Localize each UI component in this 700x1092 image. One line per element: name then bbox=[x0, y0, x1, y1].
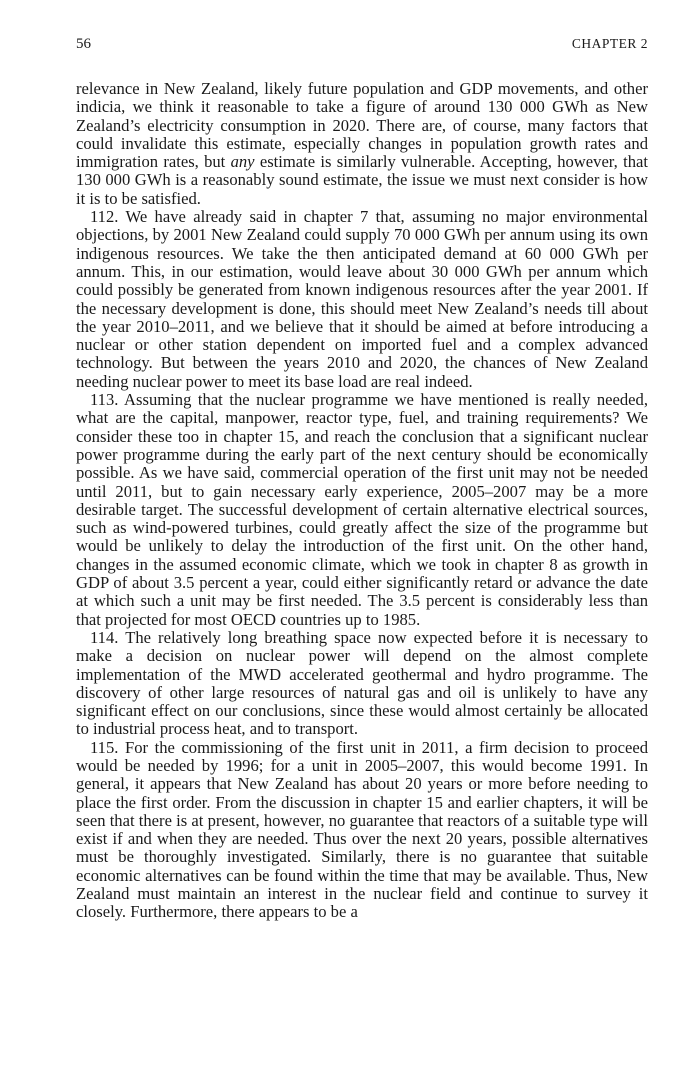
paragraph-114: 114. The relatively long breathing space now expected before it is necessary to make a decision on nuclear power will depend on the almost complete implementation of the MWD accelerated geothermal and hydro programme. The discovery of other large resources of natural gas and oil is unlikely to have any significant effect on our conclusions, since these would almost certainly be allocated to industrial process heat, and to transport. bbox=[76, 627, 648, 739]
paragraph-112: 112. We have already said in chapter 7 that, assuming no major environmental objections, by 2001 New Zealand could supply 70 000 GWh per annum using its own indigenous resources. We take the then anticipated demand at 60 000 GWh per annum. This, in our estimation, would leave about 30 000 GWh per annum which could possibly be generated from known indigenous resources after the year 2001. If the necessary development is done, this should meet New Zealand’s needs till about the year 2010–2011, and we believe that it should be aimed at before introducing a nuclear or other station dependent on imported fuel and a complex advanced technology. But between the years 2010 and 2020, the chances of New Zealand needing nuclear power to meet its base load are real indeed. bbox=[76, 207, 648, 391]
emphasis-text: any bbox=[230, 152, 255, 172]
paragraph-115: 115. For the commissioning of the first unit in 2011, a firm decision to proceed would be needed by 1996; for a unit in 2005–2007, this would become 1991. In general, it appears that New Zealand has about 20 years or more before needing to place the first order. From the discussion in chapter 15 and earlier chapters, it will be seen that there is at present, however, no guarantee that reactors of a suitable type will exist if and when they are needed. Thus over the next 20 years, possible alternatives must be thoroughly investigated. Similarly, there is no guarantee that suitable economic alternatives can be found within the time that may be available. Thus, New Zealand must maintain an interest in the nuclear field and continue to survey it closely. Furthermore, there appears to be a bbox=[76, 737, 648, 922]
body-text bbox=[76, 80, 648, 922]
paragraph-text: relevance in New Zealand, likely future population and GDP movements, and other indicia, we think it reasonable to take a figure of around 130 000 GWh as New Zealand’s electricity consumption in 2020. There are, of course, many factors that could invalidate this estimate, especially changes in population growth rates and immigration rates, but bbox=[76, 79, 648, 172]
paragraph-text: estimate is similarly vulnerable. Accepting, however, that 130 000 GWh is a reasonably sound estimate, the issue we must next consider is how it is to be satisfied. bbox=[76, 152, 648, 208]
page-header bbox=[76, 36, 648, 56]
page-number: 56 bbox=[76, 36, 91, 52]
paragraph-113: 113. Assuming that the nuclear programme we have mentioned is really needed, what are the capital, manpower, reactor type, fuel, and training requirements? We consider these too in chapter 15, and reach the conclusion that a significant nuclear power programme during the early part of the next century should be economically possible. As we have said, commercial operation of the first unit may not be needed until 2011, but to gain necessary early experience, 2005–2007 may be a more desirable target. The successful development of certain alternative electrical sources, such as wind-powered turbines, could greatly affect the size of the programme but would be unlikely to delay the introduction of the first unit. On the other hand, changes in the assumed economic climate, which we took in chapter 8 as growth in GDP of about 3.5 percent a year, could either significantly retard or advance the date at which such a unit may be first needed. The 3.5 percent is considerably less than that projected for most OECD countries up to 1985. bbox=[76, 390, 648, 629]
running-head: CHAPTER 2 bbox=[571, 36, 648, 51]
paragraph-continuation bbox=[76, 80, 648, 208]
